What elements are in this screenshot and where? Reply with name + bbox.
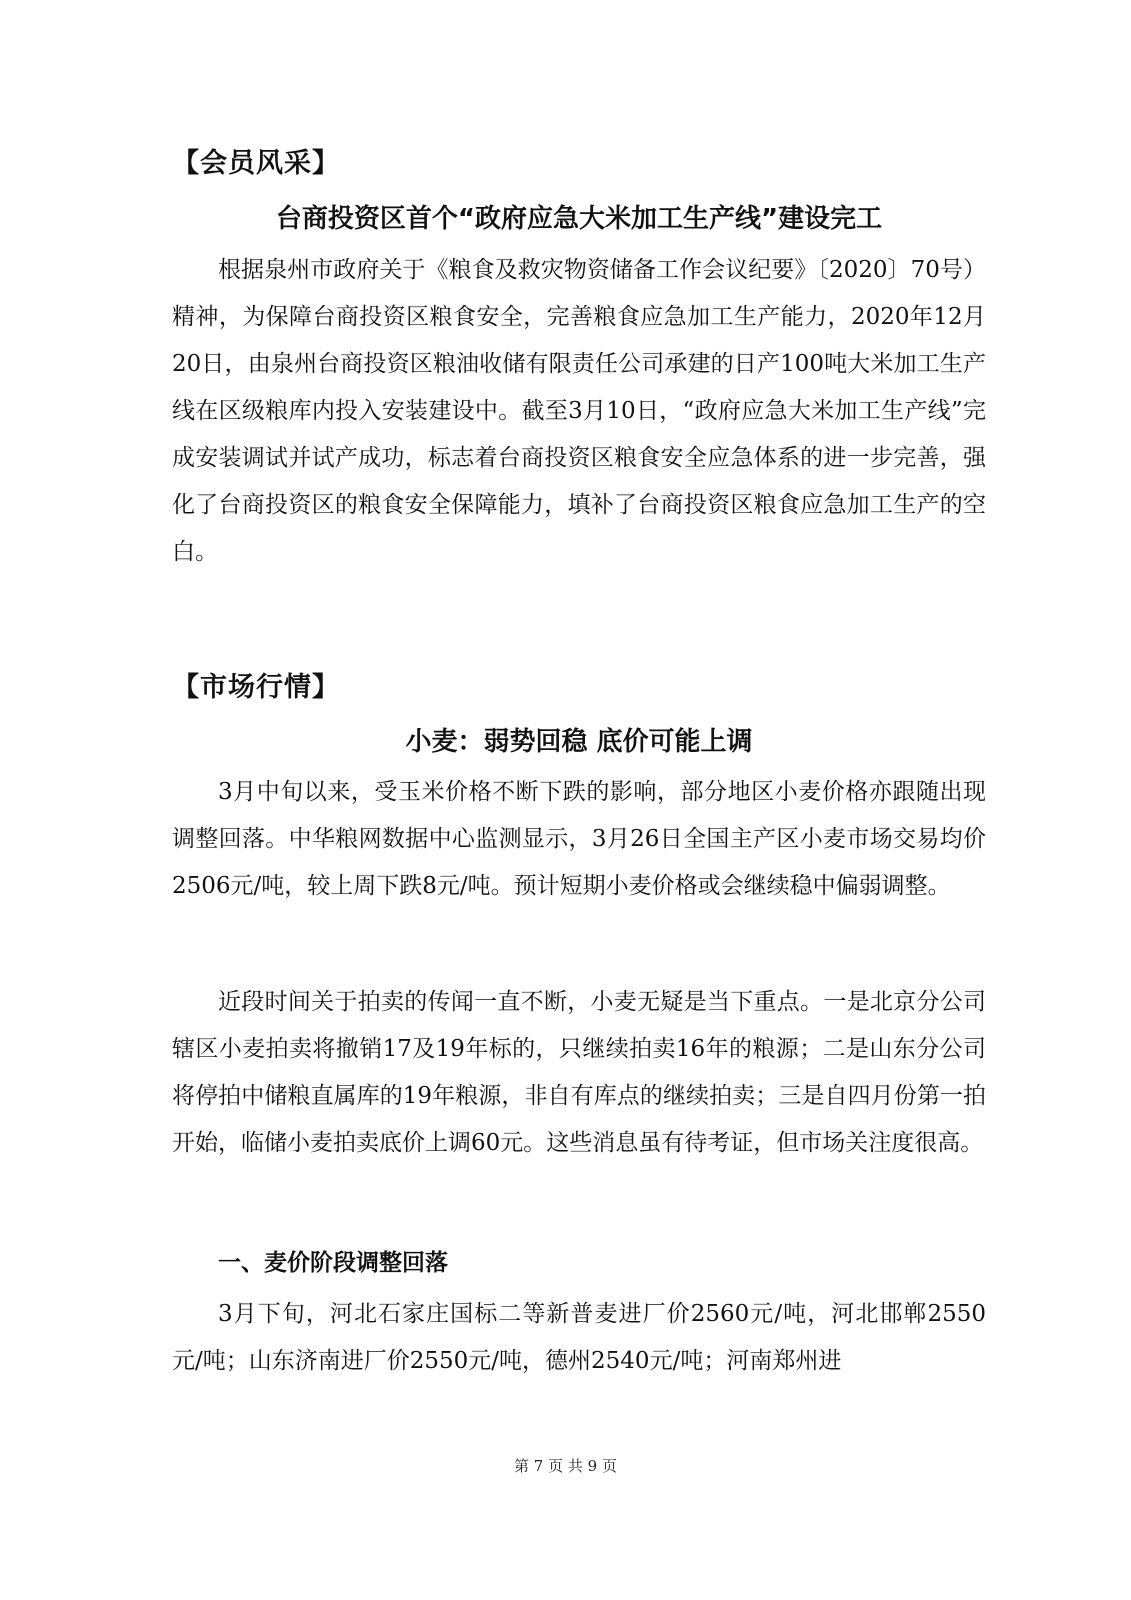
section-heading-market: 【市场行情】 xyxy=(172,672,340,703)
subheading-price-adjustment: 一、麦价阶段调整回落 xyxy=(218,1250,448,1276)
paragraph-wheat-price: 3月中旬以来，受玉米价格不断下跌的影响，部分地区小麦价格亦跟随出现调整回落。中华粮网数据中心监测显示，3月26日全国主产区小麦市场交易均价2506元/吨，较上周下跌8元/吨。预计短期小麦价格或会继续稳中偏弱调整。 xyxy=(172,779,986,899)
section-heading-member: 【会员风采】 xyxy=(172,148,340,179)
page-number: 第 7 页 共 9 页 xyxy=(514,1457,617,1475)
paragraph-auction-rumors: 近段时间关于拍卖的传闻一直不断，小麦无疑是当下重点。一是北京分公司辖区小麦拍卖将撤销17及19年标的，只继续拍卖16年的粮源；二是山东分公司将停拍中储粮直属库的19年粮源，非自有库点的继续拍卖；三是自四月份第一拍开始，临储小麦拍卖底价上调60元。这些消息虽有待考证，但市场关注度很高。 xyxy=(172,989,986,1156)
article-title-rice-line: 台商投资区首个“政府应急大米加工生产线”建设完工 xyxy=(275,204,883,234)
paragraph-rice-line: 根据泉州市政府关于《粮食及救灾物资储备工作会议纪要》〔2020〕70号）精神，为保障台商投资区粮食安全，完善粮食应急加工生产能力，2020年12月20日，由泉州台商投资区粮油收储有限责任公司承建的日产100吨大米加工生产线在区级粮库内投入安装建设中。截至3月10日，“政府应急大米加工生产线”完成安装调试并试产成功，标志着台商投资区粮食安全应急体系的进一步完善，强化了台商投资区的粮食安全保障能力，填补了台商投资区粮食应急加工生产的空白。 xyxy=(172,257,986,565)
article-title-wheat: 小麦：弱势回稳 底价可能上调 xyxy=(405,727,753,757)
paragraph-regional-prices: 3月下旬，河北石家庄国标二等新普麦进厂价2560元/吨，河北邯郸2550元/吨；山东济南进厂价2550元/吨，德州2540元/吨；河南郑州进 xyxy=(172,1301,986,1374)
